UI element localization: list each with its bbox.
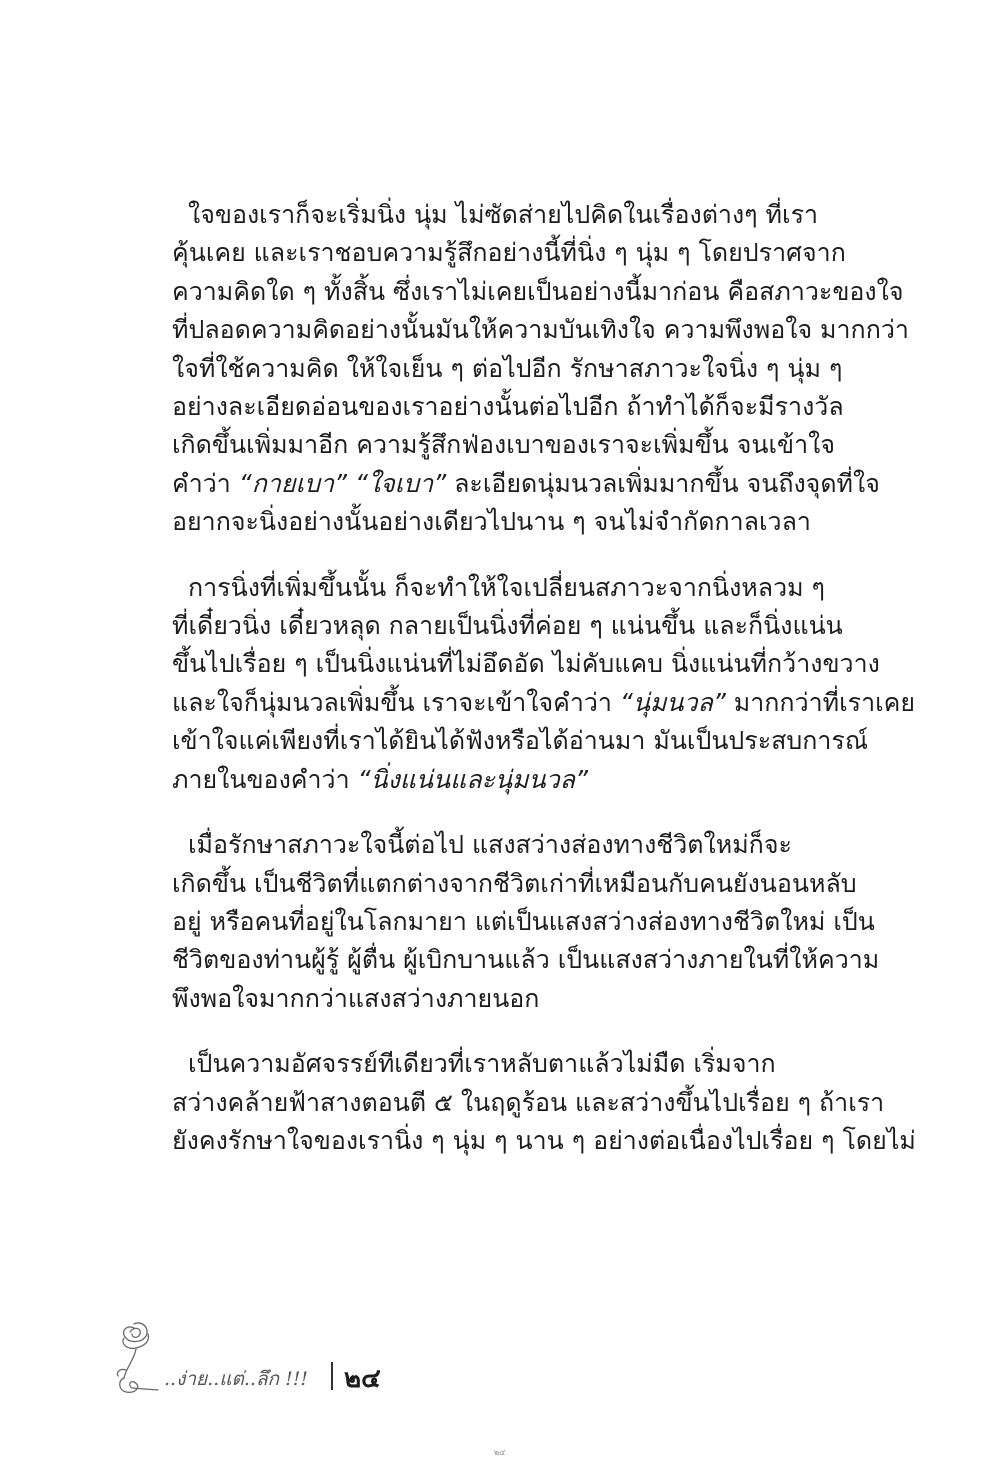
text-line: ที่เดี๋ยวนิ่ง เดี๋ยวหลุด กลายเป็นนิ่งที่ค่อย ๆ แน่นขึ้น และก็นิ่งแน่น: [172, 611, 843, 641]
text-run: ภายในของคำว่า: [172, 764, 358, 794]
text-line: ชีวิตของท่านผู้รู้ ผู้ตื่น ผู้เบิกบานแล้ว เป็นแสงสว่างภายในที่ให้ความ: [172, 945, 880, 975]
text-run: มากกว่าที่เราเคย: [725, 687, 916, 717]
emphasis-ning-naen: “นิ่งแน่นและนุ่มนวล”: [357, 764, 588, 794]
text-line: เป็นความอัศจรรย์ทีเดียวที่เราหลับตาแล้วไม่มืด เริ่มจาก: [188, 1049, 776, 1079]
text-line: อยากจะนิ่งอย่างนั้นอย่างเดียวไปนาน ๆ จนไม่จำกัดกาลเวลา: [172, 507, 811, 537]
footer-book-title: ..ง่าย..แต่..ลึก !!!: [164, 1368, 308, 1390]
emphasis-kai-bao: “กายเบา”: [238, 468, 347, 498]
text-line: ยังคงรักษาใจของเรานิ่ง ๆ นุ่ม ๆ นาน ๆ อย่างต่อเนื่องไปเรื่อย ๆ โดยไม่: [172, 1125, 916, 1155]
footer-divider: [331, 1362, 333, 1390]
text-line: [172, 761, 828, 799]
text-line: ใจของเราก็จะเริ่มนิ่ง นุ่ม ไม่ซัดส่ายไปคิดในเรื่องต่างๆ ที่เรา: [188, 200, 819, 229]
paragraph-3: [172, 826, 880, 1018]
text-line: [172, 465, 880, 503]
rose-sketch-icon: [112, 1312, 172, 1402]
page-number: ๒๔: [344, 1364, 381, 1394]
text-line: เข้าใจแค่เพียงที่เราได้ยินได้ฟังหรือได้อ่านมา มันเป็นประสบการณ์: [172, 726, 869, 756]
paragraph-4: [172, 1045, 916, 1160]
text-run: ละเอียดนุ่มนวลเพิ่มมากขึ้น จนถึงจุดที่ใจ: [446, 468, 880, 498]
text-run: [347, 469, 355, 498]
text-line: พึงพอใจมากกว่าแสงสว่างภายนอก: [172, 983, 540, 1013]
text-line: อยู่ หรือคนที่อยู่ในโลกมายา แต่เป็นแสงสว่างส่องทางชีวิตใหม่ เป็น: [172, 906, 875, 936]
text-line: การนิ่งที่เพิ่มขึ้นนั้น ก็จะทำให้ใจเปลี่ยนสภาวะจากนิ่งหลวม ๆ: [188, 572, 825, 602]
emphasis-jai-bao: “ใจเบา”: [354, 468, 447, 498]
text-run: คำว่า: [172, 468, 239, 498]
text-line: [172, 684, 916, 722]
paragraph-1: [172, 196, 909, 542]
text-line: คุ้นเคย และเราชอบความรู้สึกอย่างนี้ที่นิ่ง ๆ นุ่ม ๆ โดยปราศจาก: [172, 238, 846, 268]
text-line: ความคิดใด ๆ ทั้งสิ้น ซึ่งเราไม่เคยเป็นอย่างนี้มาก่อน คือสภาวะของใจ: [172, 276, 904, 306]
text-line: ที่ปลอดความคิดอย่างนั้นมันให้ความบันเทิงใจ ความพึงพอใจ มากกว่า: [172, 315, 909, 345]
text-line: เกิดขึ้น เป็นชีวิตที่แตกต่างจากชีวิตเก่าที่เหมือนกับคนยังนอนหลับ: [172, 868, 857, 898]
bottom-page-mark: ๒๔: [494, 1448, 506, 1457]
text-line: อย่างละเอียดอ่อนของเราอย่างนั้นต่อไปอีก ถ้าทำได้ก็จะมีรางวัล: [172, 392, 844, 422]
emphasis-num-nuan: “นุ่มนวล”: [619, 687, 726, 717]
text-line: สว่างคล้ายฟ้าสางตอนตี ๕ ในฤดูร้อน และสว่างขึ้นไปเรื่อย ๆ ถ้าเรา: [172, 1087, 885, 1117]
text-line: ขึ้นไปเรื่อย ๆ เป็นนิ่งแน่นที่ไม่อึดอัด ไม่คับแคบ นิ่งแน่นที่กว้างขวาง: [172, 649, 880, 679]
page-footer: [112, 1312, 432, 1402]
body-text: [172, 196, 916, 1187]
text-line: เมื่อรักษาสภาวะใจนี้ต่อไป แสงสว่างส่องทางชีวิตใหม่ก็จะ: [188, 830, 792, 860]
text-line: ใจที่ใช้ความคิด ให้ใจเย็น ๆ ต่อไปอีก รักษาสภาวะใจนิ่ง ๆ นุ่ม ๆ: [172, 353, 843, 383]
paragraph-2: [172, 569, 916, 799]
text-run: และใจก็นุ่มนวลเพิ่มขึ้น เราจะเข้าใจคำว่า: [172, 687, 620, 717]
text-line: เกิดขึ้นเพิ่มมาอีก ความรู้สึกฟ่องเบาของเราจะเพิ่มขึ้น จนเข้าใจ: [172, 430, 835, 460]
